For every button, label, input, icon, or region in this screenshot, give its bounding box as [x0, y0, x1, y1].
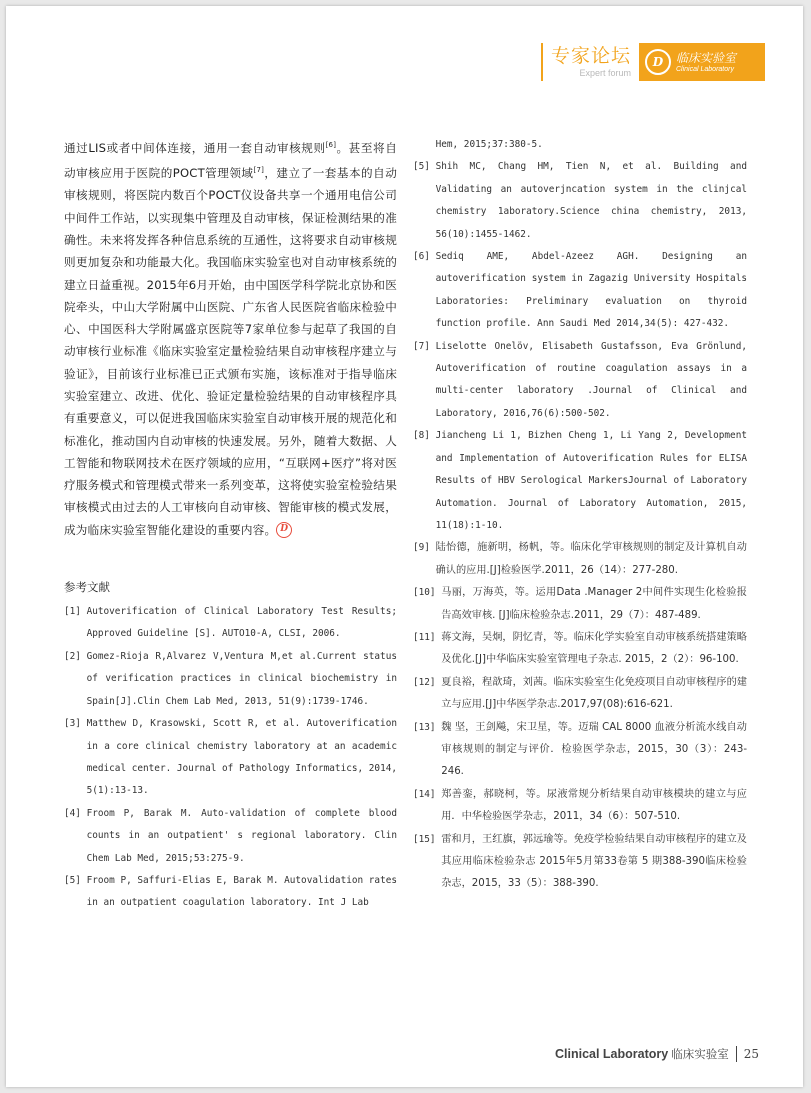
references-list-left	[64, 601, 397, 915]
reference-text: Autoverification of Clinical Laboratory Test Results; Approved Guideline [S]. AUTO10-A, CLSI, 2006.	[86, 606, 397, 640]
reference-number: [2]	[64, 650, 87, 662]
footer-journal-cn: 临床实验室	[671, 1047, 729, 1061]
references-list-right	[413, 134, 747, 896]
page-header	[541, 43, 765, 81]
reference-continuation	[413, 134, 747, 156]
reference-text: Liselotte Onelöv, Elisabeth Gustafsson, Eva Grönlund, Autoverification of routine coagulation assays in a multi-center laboratory .Journal of Clinical and Laboratory, 2016,76(6):500-502.	[435, 340, 747, 419]
reference-number: [9]	[413, 542, 436, 554]
reference-text: 魏 坚，王剑飚，宋卫星，等。迈瑞 CAL 8000 血液分析流水线自动审核规则的制定与评价．检验医学杂志，2015，30（3）：243-246.	[441, 721, 747, 778]
section-label	[551, 43, 631, 81]
reference-number: [5]	[64, 874, 87, 886]
reference-number: [3]	[64, 718, 87, 730]
reference-text: Shih MC, Chang HM, Tien N, et al. Building and Validating an autoverjncation system in the clinjcal chemistry 1aboratory.Science china chemistry, 2013, 56(10):1455-1462.	[435, 161, 747, 240]
header-divider	[541, 43, 543, 81]
reference-item	[64, 601, 397, 646]
reference-item	[413, 537, 747, 582]
reference-text: Froom P, Saffuri-Elias E, Barak M. Autovalidation rates in an outpatient coagulation laboratory. Int J Lab	[86, 874, 398, 909]
reference-text: Hem, 2015;37:380-5.	[435, 139, 543, 150]
reference-text: 雷和月，王红旗，郭远瑜等。免疫学检验结果自动审核程序的建立及其应用临床检验杂志 2015年5月第33卷第 5 期388-390临床检验杂志，2015，33（5）：388-390.	[441, 833, 747, 890]
logo-text-cn: 临床实验室	[676, 50, 737, 65]
reference-item	[64, 870, 397, 915]
reference-item	[413, 582, 747, 627]
reference-item	[64, 646, 397, 713]
reference-number: [1]	[64, 606, 87, 618]
logo-icon: D	[645, 49, 671, 75]
reference-text: 郑善銮，郝晓柯，等。尿液常规分析结果自动审核模块的建立与应用．中华检验医学杂志，2011，34（6）：507-510.	[441, 788, 747, 823]
reference-item	[413, 336, 747, 426]
reference-text: Jiancheng Li 1, Bizhen Cheng 1, Li Yang 2, Development and Implementation of Autoverification Rules for ELISA Results of HBV Serological MarkersJournal of Laboratory Automation. Journal of Laboratory Automation, 2015, 11(18):1-10.	[435, 430, 747, 531]
reference-item	[413, 717, 747, 784]
page-number: 25	[743, 1047, 759, 1061]
citation-6: [6]	[325, 141, 337, 149]
body-text-2: 。甚至将自动审核应用于医院的POCT管理领域	[64, 140, 397, 181]
references-heading: 参考文献	[64, 580, 110, 595]
reference-item	[64, 713, 397, 803]
reference-number: [7]	[413, 340, 436, 352]
reference-number: [5]	[413, 161, 436, 173]
article-end-icon: D	[276, 522, 292, 538]
reference-number: [14]	[413, 788, 442, 800]
reference-item	[64, 803, 397, 870]
reference-text: 夏良裕，程歆琦，刘茜。临床实验室生化免疫项目自动审核程序的建立与应用.[J]中华医学杂志.2017,97(08):616-621.	[441, 676, 747, 711]
journal-page	[6, 6, 803, 1087]
left-column	[64, 134, 397, 915]
page-footer	[555, 1046, 759, 1062]
reference-number: [8]	[413, 430, 436, 442]
reference-number: [12]	[413, 676, 442, 688]
reference-text: Sediq AME, Abdel-Azeez AGH. Designing an autoverification system in Zagazig University Hospitals Laboratories: Preliminary evaluation on thyroid function profile. Ann Saudi Med 2014,34(5): 427-432.	[435, 251, 747, 330]
citation-7: [7]	[253, 166, 265, 175]
reference-text: 陆怡德，施新明，杨帆，等。临床化学审核规则的制定及计算机自动确认的应用.[J]检验医学.2011，26（14）：277-280.	[435, 542, 747, 576]
reference-text: Matthew D, Krasowski, Scott R, et al. Autoverification in a core clinical chemistry laboratory at an academic medical center. Journal of Pathology Informatics, 2014, 5(1):13-13.	[86, 718, 398, 797]
section-title-cn: 专家论坛	[550, 45, 631, 67]
reference-number: [15]	[413, 833, 442, 845]
right-column	[413, 134, 747, 896]
journal-logo	[639, 43, 765, 81]
reference-number: [11]	[413, 631, 442, 643]
body-text-3: ，建立了一套基本的自动审核规则，将医院内数百个POCT仪设备共享一个通用电信公司中间件工作站，以实现集中管理及自动审核，保证检测结果的准确性。未来将发挥各种信息系统的互通性，这将要求自动审核规则更加复杂和功能最大化。我国临床实验室也对自动审核系统的建立日益重视。2015年6月开始，由中国医学科学院北京协和医院牵头，中山大学附属中山医院、广东省人民医院省临床检验中心、中国医科大学附属盛京医院等7家单位参与起草了我国的自动审核行业标准《临床实验室定量检验结果自动审核程序建立与验证》，目前该行业标准已正式颁布实施，该标准对于指导临床实验室建立、改进、优化、验证定量检验结果的自动审核程序具有重要意义，可以促进我国临床实验室自动审核开展的规范化和标准化，推动国内自动审核的快速发展。另外，随着大数据、人工智能和物联网技术在医疗领域的应用，“互联网+医疗”将对医疗服务模式和管理模式带来一系列变革，这将使实验室检验结果审核模式由过去的人工审核向自动审核、智能审核的模式发展，成为临床实验室智能化建设的重要内容。	[64, 166, 398, 537]
reference-text: Gomez-Rioja R,Alvarez V,Ventura M,et al.Current status of verification practices in clinical biochemistry in Spain[J].Clin Chem Lab Med, 2013, 51(9):1739-1746.	[86, 650, 397, 707]
body-paragraph	[64, 134, 397, 541]
reference-item	[413, 627, 747, 672]
reference-text: 马丽，万海英，等。运用Data .Manager 2中间件实现生化检验报告高效审核. [J]临床检验杂志.2011，29（7）：487-489.	[441, 587, 747, 621]
reference-text: 蒋文海，吴炯，阴忆青，等。临床化学实验室自动审核系统搭建策略及优化.[J]中华临床实验室管理电子杂志. 2015，2（2）：96-100.	[441, 631, 747, 666]
section-title-en: Expert forum	[579, 68, 631, 78]
reference-number: [6]	[413, 251, 436, 263]
reference-number: [4]	[64, 807, 87, 819]
reference-item	[413, 246, 747, 336]
reference-text: Froom P, Barak M. Auto-validation of complete blood counts in an outpatient' s regional laboratory. Clin Chem Lab Med, 2015;53:275-9.	[86, 807, 397, 864]
footer-divider	[736, 1046, 737, 1062]
reference-item	[413, 672, 747, 717]
footer-journal-en: Clinical Laboratory	[554, 1047, 669, 1061]
logo-text-en: Clinical Laboratory	[676, 65, 734, 73]
reference-item	[413, 829, 747, 896]
body-text-1: 通过LIS或者中间体连接，通用一套自动审核规则	[64, 140, 326, 155]
reference-number: [13]	[413, 721, 442, 733]
reference-item	[413, 156, 747, 246]
reference-item	[413, 784, 747, 829]
reference-number: [10]	[413, 587, 442, 599]
reference-item	[413, 425, 747, 537]
